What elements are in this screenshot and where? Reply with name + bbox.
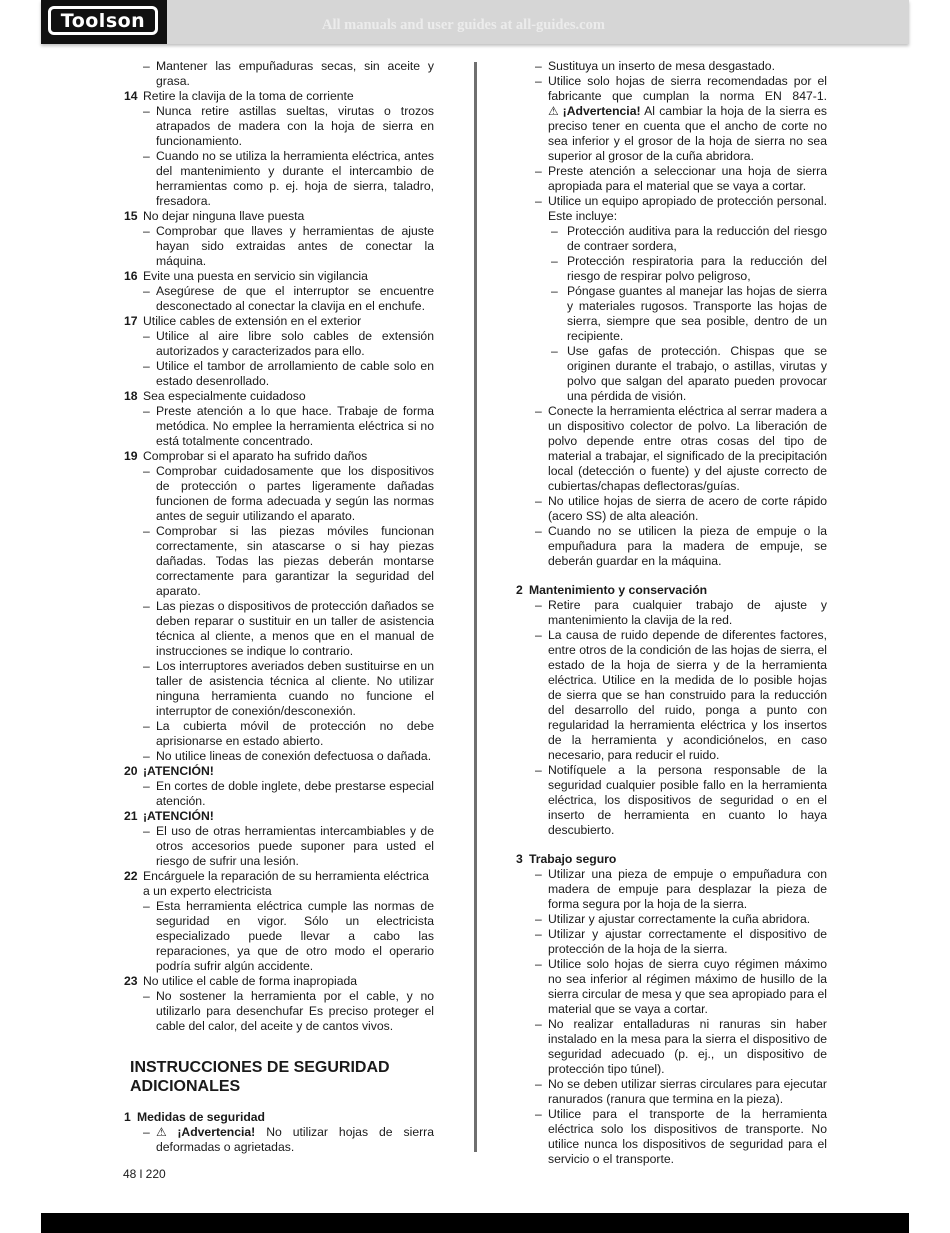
- right-column: [516, 59, 827, 1167]
- list-item: – El uso de otras herramientas intercambiables y de otros accesorios puede suponer para usted el riesgo de sufrir una lesión.: [143, 824, 434, 868]
- brand-logo: [48, 6, 158, 35]
- list-item: – No realizar entalladuras ni ranuras sin haber instalado en la mesa para la sierra el dispositivo de seguridad adecuado (p. ej., un dispositivo de protección tipo túnel).: [535, 1017, 827, 1076]
- subheading-2: 2 Mantenimiento y conservación: [516, 583, 708, 597]
- list-item: – Retire para cualquier trabajo de ajuste y mantenimiento la clavija de la red.: [535, 598, 827, 627]
- numbered-item-15: 15 No dejar ninguna llave puesta: [124, 209, 305, 223]
- list-item: – No sostener la herramienta por el cable, y no utilizarlo para desenchufar Es preciso proteger el cable del calor, del aceite y de cantos vivos.: [143, 989, 434, 1033]
- warning-icon: ⚠: [548, 104, 560, 118]
- list-item: – Comprobar que llaves y herramientas de ajuste hayan sido extraidas antes de conectar la máquina.: [143, 224, 434, 268]
- brand-logo-text: Toolson: [60, 9, 146, 32]
- warning-icon: ⚠: [156, 1125, 175, 1139]
- list-item: – Mantener las empuñaduras secas, sin aceite y grasa.: [143, 59, 434, 88]
- column-divider: [474, 62, 477, 1152]
- list-item: – Cuando no se utiliza la herramienta eléctrica, antes del mantenimiento y durante el intercambio de herramientas como p. ej. hoja de sierra, taladro, fresadora.: [143, 149, 434, 208]
- page-number: 48 l 220: [123, 1167, 166, 1181]
- numbered-item-14: 14 Retire la clavija de la toma de corriente: [124, 89, 354, 103]
- list-item: – Preste atención a seleccionar una hoja de sierra apropiada para el material que se vaya a cortar.: [535, 164, 827, 193]
- list-item: – Utilizar y ajustar correctamente la cuña abridora.: [535, 912, 811, 926]
- list-item: – Comprobar si las piezas móviles funcionan correctamente, sin atascarse o si hay piezas dañadas. Todas las piezas deberán montarse correctamente para garantizar la seguridad del aparato.: [143, 524, 434, 598]
- list-item: – No se deben utilizar sierras circulares para ejecutar ranurados (ranura que termina en la pieza).: [535, 1077, 827, 1106]
- numbered-item-22: 22 Encárguele la reparación de su herramienta eléctrica a un experto electricista: [124, 869, 429, 898]
- list-item: – La causa de ruido depende de diferentes factores, entre otros de la condición de las hojas de sierra, el estado de la hoja de sierra y de la herramienta eléctrica. Utilice en la medida de lo posible hojas de sierra que se han construido para la reducción del desarrollo del ruido, ponga a punto con regularidad la herramienta eléctrica y los insertos de la herramienta y acondiciónelos, en caso necesario, para reducir el ruido.: [535, 628, 827, 762]
- numbered-item-18: 18 Sea especialmente cuidadoso: [124, 389, 306, 403]
- list-item: – Nunca retire astillas sueltas, virutas o trozos atrapados de madera con la hoja de sierra en funcionamiento.: [143, 104, 434, 148]
- nested-list-item: – Póngase guantes al manejar las hojas de sierra y materiales rugosos. Transporte las hojas de sierra, siempre que sea posible, dentro de un recipiente.: [551, 284, 827, 343]
- list-item: – Asegúrese de que el interruptor se encuentre desconectado al conectar la clavija en el enchufe.: [143, 284, 434, 313]
- numbered-item-17: 17 Utilice cables de extensión en el exterior: [124, 314, 362, 328]
- section-title: INSTRUCCIONES DE SEGURIDAD ADICIONALES: [130, 1059, 390, 1095]
- list-item: – Esta herramienta eléctrica cumple las normas de seguridad en vigor. Sólo un electricista especializado puede llevar a cabo las reparaciones, ya que de otro modo el operario podría sufrir algún accidente.: [143, 899, 434, 973]
- list-item: – ⚠ ¡Advertencia! No utilizar hojas de sierra deformadas o agrietadas.: [143, 1125, 435, 1154]
- list-item: – Las piezas o dispositivos de protección dañados se deben reparar o sustituir en un taller de asistencia técnica al cliente, a menos que en el manual de instrucciones se indique lo contrario.: [143, 599, 434, 658]
- subheading-3: 3 Trabajo seguro: [516, 852, 617, 866]
- numbered-item-23: 23 No utilice el cable de forma inapropiada: [124, 974, 358, 988]
- numbered-item-20: 20 ¡ATENCIÓN!: [124, 764, 214, 778]
- list-item: – Utilizar una pieza de empuje o empuñadura con madera de empuje para desplazar la pieza de forma segura por la hoja de la sierra.: [535, 867, 827, 911]
- list-item: – Utilice solo hojas de sierra recomendadas por el fabricante que cumplan la norma EN 847-1. ⚠ ¡Advertencia! Al cambiar la hoja de la sierra es preciso tener en cuenta que el ancho de corte no sea inferior y el grosor de la hoja de sierra no sea superior al grosor de la cuña abridora.: [535, 74, 828, 163]
- subheading-1: 1 Medidas de seguridad: [124, 1110, 265, 1124]
- numbered-item-21: 21 ¡ATENCIÓN!: [124, 809, 214, 823]
- list-item: – Utilice solo hojas de sierra cuyo régimen máximo no sea inferior al régimen máximo de husillo de la sierra circular de mesa y que sea apropiado para el material que se vaya a cortar.: [535, 957, 827, 1016]
- list-item: – No utilice hojas de sierra de acero de corte rápido (acero SS) de alta aleación.: [535, 494, 827, 523]
- list-item: – En cortes de doble inglete, debe prestarse especial atención.: [143, 779, 434, 808]
- list-item: – Utilice para el transporte de la herramienta eléctrica solo los dispositivos de transporte. No utilice nunca los dispositivos de seguridad para el servicio o el transporte.: [535, 1107, 827, 1166]
- numbered-item-19: 19 Comprobar si el aparato ha sufrido daños: [124, 449, 368, 463]
- list-item: – La cubierta móvil de protección no debe aprisionarse en estado abierto.: [143, 719, 434, 748]
- footer-bar: [41, 1213, 909, 1233]
- list-item: – Comprobar cuidadosamente que los dispositivos de protección o partes ligeramente dañadas funcionen de forma adecuada y según las normas antes de seguir utilizando el aparato.: [143, 464, 434, 523]
- list-item: – Utilice un equipo apropiado de protección personal. Este incluye:: [535, 194, 827, 223]
- list-item: – Los interruptores averiados deben sustituirse en un taller de asistencia técnica al cliente. No utilizar ninguna herramienta cuando no funcione el interruptor de conexión/desconexión.: [143, 659, 434, 718]
- list-item: – No utilice lineas de conexión defectuosa o dañada.: [143, 749, 432, 763]
- list-item: – Sustituya un inserto de mesa desgastado.: [535, 59, 775, 73]
- list-item: – Utilizar y ajustar correctamente el dispositivo de protección de la hoja de la sierra.: [535, 927, 827, 956]
- list-item: – Conecte la herramienta eléctrica al serrar madera a un dispositivo colector de polvo. La liberación de polvo depende entre otras cosas del tipo de material a trabajar, el significado de la precipitación local (detección o fuente) y del ajuste correcto de cubiertas/chapas deflectoras/guías.: [535, 404, 827, 493]
- list-item: – Cuando no se utilicen la pieza de empuje o la empuñadura para la madera de empuje, se deberán guardar en la máquina.: [535, 524, 827, 568]
- nested-list-item: – Protección respiratoria para la reducción del riesgo de respirar polvo peligroso,: [551, 254, 827, 283]
- list-item: – Preste atención a lo que hace. Trabaje de forma metódica. No emplee la herramienta eléctrica si no está totalmente concentrado.: [143, 404, 434, 448]
- nested-list-item: – Protección auditiva para la reducción del riesgo de contraer sordera,: [551, 224, 827, 253]
- left-column: [124, 59, 434, 1155]
- list-item: – Utilice al aire libre solo cables de extensión autorizados y caracterizados para ello.: [143, 329, 434, 358]
- nested-list-item: – Use gafas de protección. Chispas que se originen durante el trabajo, o astillas, virutas y polvo que salgan del aparato pueden provocar una pérdida de visión.: [551, 344, 827, 403]
- list-item: – Notifíquele a la persona responsable de la seguridad cualquier posible fallo en la herramienta eléctrica, los dispositivos de seguridad o en el inserto de herramienta en cuanto lo haya descubierto.: [535, 763, 827, 837]
- numbered-item-16: 16 Evite una puesta en servicio sin vigilancia: [124, 269, 368, 283]
- list-item: – Utilice el tambor de arrollamiento de cable solo en estado desenrollado.: [143, 359, 434, 388]
- watermark: All manuals and user guides at all-guides.com: [322, 17, 605, 33]
